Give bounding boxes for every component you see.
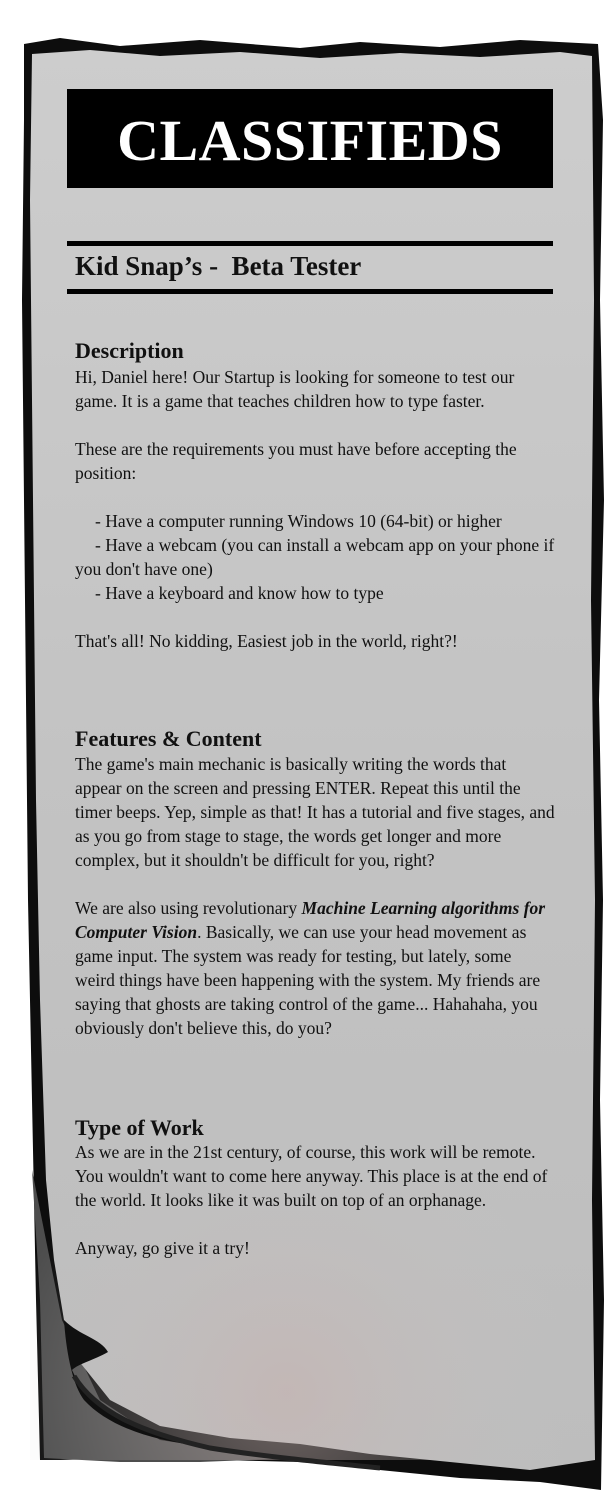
features-heading: Features & Content — [75, 726, 262, 751]
requirements-intro: These are the requirements you must have before accepting the position: — [75, 439, 517, 483]
description-closing: That's all! No kidding, Easiest job in the world, right?! — [75, 631, 458, 651]
features-paragraph-2-suffix: . Basically, we can use your head movement as game input. The system was ready for testing, but lately, some weird things have been happening with the system. My friends are saying that ghosts are taking control of the game... Hahahaha, you obviously don't believe this, do you? — [75, 922, 541, 1038]
description-body — [75, 365, 555, 653]
requirement-item: - Have a computer running Windows 10 (64-bit) or higher — [95, 511, 502, 531]
requirement-item: - Have a webcam (you can install a webcam app on your phone if you don't have one) — [75, 535, 555, 579]
requirements-list — [75, 509, 555, 605]
title-rule-bottom — [67, 289, 553, 294]
description-heading: Description — [75, 338, 184, 363]
title-rule-top — [67, 241, 553, 246]
features-paragraph-1: The game's main mechanic is basically writing the words that appear on the screen and pressing ENTER. Repeat this until the timer beeps. Yep, simple as that! It has a tutorial and five stages, and as you go from stage to stage, the words get longer and more complex, but it shouldn't be difficult for you, right? — [75, 754, 555, 870]
features-body — [75, 752, 555, 1040]
work-body — [75, 1140, 555, 1260]
requirement-item: - Have a keyboard and know how to type — [95, 583, 384, 603]
classifieds-banner — [67, 89, 553, 188]
work-heading: Type of Work — [75, 1115, 204, 1140]
work-paragraph-2: Anyway, go give it a try! — [75, 1238, 250, 1258]
features-paragraph-2-prefix: We are also using revolutionary — [75, 898, 302, 918]
job-title: Kid Snap’s - Beta Tester — [75, 251, 362, 281]
features-paragraph-2 — [75, 896, 555, 1040]
banner-title: CLASSIFIEDS — [117, 107, 503, 173]
work-paragraph-1: As we are in the 21st century, of course, this work will be remote. You wouldn't want to come here anyway. This place is at the end of the world. It looks like it was built on top of an orphanage. — [75, 1142, 548, 1210]
features-paragraph-2-emphasis: Machine Learning algorithms for Computer Vision — [75, 898, 546, 942]
description-intro: Hi, Daniel here! Our Startup is looking for someone to test our game. It is a game that teaches children how to type faster. — [75, 367, 515, 411]
